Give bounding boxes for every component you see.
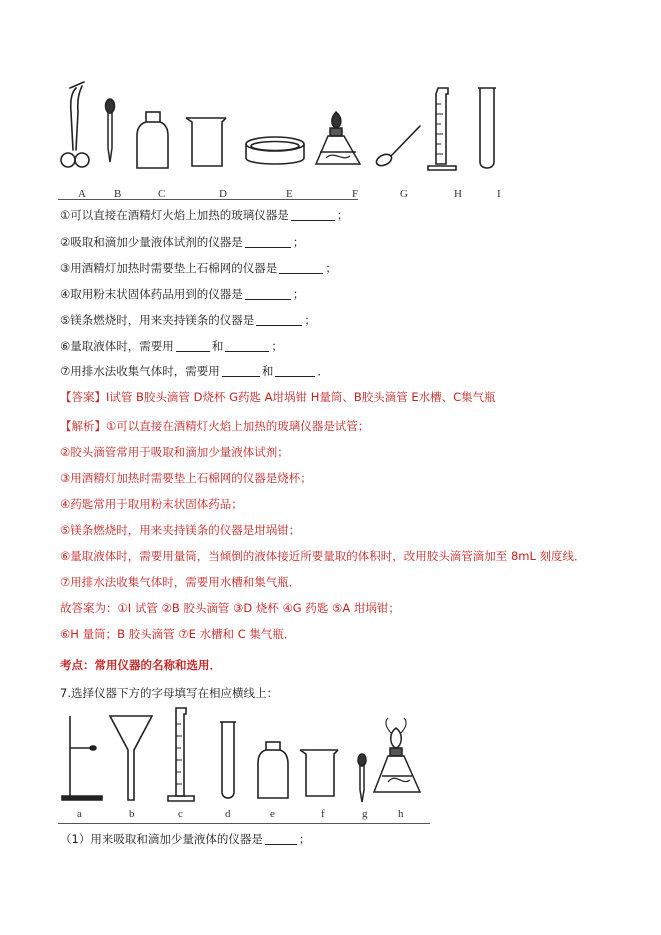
analysis-line-4: ④药匙常用于取用粉末状固体药品； <box>60 497 243 511</box>
fig2-label-d: d <box>225 808 231 820</box>
figure-2-divider <box>58 823 430 824</box>
fig2-label-g: g <box>362 808 368 820</box>
analysis-line-7: ⑦用排水法收集气体时，需要用水槽和集气瓶． <box>60 575 301 589</box>
question-item-4: ④取用粉末状固体药品用到的仪器是 ； <box>60 287 305 301</box>
fig1-label-g: G <box>400 188 408 200</box>
analysis-summary-2: ⑥H 量筒；B 胶头滴管 ⑦E 水槽和 C 集气瓶． <box>60 627 296 641</box>
fig1-label-h: H <box>454 188 462 200</box>
fig1-label-c: C <box>158 188 166 200</box>
fig2-label-e: e <box>270 808 275 820</box>
analysis-line-5: ⑤镁条燃烧时，用来夹持镁条的仪器是坩埚钳； <box>60 523 301 537</box>
question-7-title: 7.选择仪器下方的字母填写在相应横线上： <box>60 686 278 700</box>
fig1-label-a: A <box>78 188 86 200</box>
answer-tag: 【答案】 <box>60 390 106 404</box>
fig1-label-f: F <box>352 188 359 200</box>
question-item-6: ⑥量取液体时，需要用 和 ； <box>60 339 283 353</box>
analysis-line-3: ③用酒精灯加热时需要垫上石棉网的仪器是烧杯； <box>60 471 312 485</box>
fig2-label-c: c <box>178 808 183 820</box>
question-item-3: ③用酒精灯加热时需要垫上石棉网的仪器是 ； <box>60 261 337 275</box>
fig1-label-e: E <box>286 188 293 200</box>
question-item-2: ②吸取和滴加少量液体试剂的仪器是 ； <box>60 235 305 249</box>
fig2-label-a: a <box>77 808 82 820</box>
question-item-1: ①可以直接在酒精灯火焰上加热的玻璃仪器是 ； <box>60 208 349 222</box>
fig1-label-b: B <box>114 188 122 200</box>
analysis-line-6: ⑥量取液体时，需要用量筒，当倾倒的液体接近所要量取的体积时，改用胶头滴管滴加至 8mL 刻度线． <box>60 549 586 563</box>
analysis-tag: 【解析】 <box>60 419 106 433</box>
analysis-summary-1: 故答案为：①I 试管 ②B 胶头滴管 ③D 烧杯 ④G 药匙 ⑤A 坩埚钳； <box>60 601 400 615</box>
analysis-line-2: ②胶头滴管常用于吸取和滴加少量液体试剂； <box>60 445 289 459</box>
kaodian-line: 考点：常用仪器的名称和选用． <box>60 658 221 672</box>
fig2-label-h: h <box>398 808 404 820</box>
analysis-line-1: 【解析】①可以直接在酒精灯火焰上加热的玻璃仪器是试管； <box>60 419 370 433</box>
fig1-label-d: D <box>219 188 227 200</box>
question-item-7: ⑦用排水法收集气体时，需要用 和 ． <box>60 364 329 378</box>
fig1-label-i: I <box>497 188 501 200</box>
answer-blank[interactable] <box>265 833 297 845</box>
question-item-5: ⑤镁条燃烧时，用来夹持镁条的仪器是 ； <box>60 313 316 327</box>
fig2-label-f: f <box>321 808 325 820</box>
answer-text: I试管 B胶头滴管 D烧杯 G药匙 A坩埚钳 H量筒、B胶头滴管 E水槽、C集气瓶 <box>106 390 496 404</box>
fig2-label-b: b <box>129 808 135 820</box>
question-7-item-1: （1）用来吸取和滴加少量液体的仪器是 ； <box>60 832 311 846</box>
